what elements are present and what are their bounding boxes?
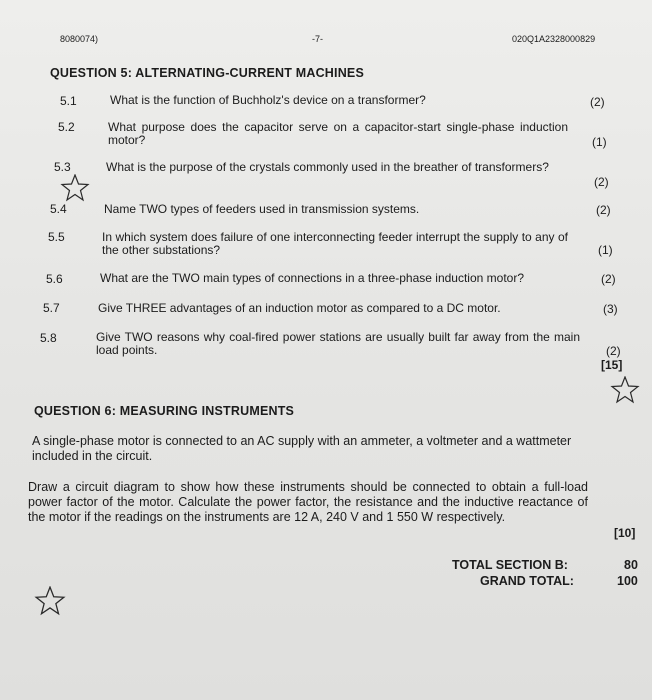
question-text: Give TWO reasons why coal-fired power stations are usually built far away from the main load points. bbox=[96, 330, 580, 357]
question-number: 5.6 bbox=[46, 272, 63, 286]
question-text: What are the TWO main types of connections in a three-phase induction motor? bbox=[100, 271, 524, 285]
question-text: Name TWO types of feeders used in transmission systems. bbox=[104, 202, 420, 216]
header-barcode-number: 020Q1A2328000829 bbox=[512, 34, 596, 44]
header-page-number: -7- bbox=[312, 34, 323, 44]
question-text: What is the function of Buchholz's device on a transformer? bbox=[110, 93, 426, 107]
question-number: 5.1 bbox=[60, 94, 77, 108]
star-icon bbox=[60, 174, 90, 202]
question-number: 5.5 bbox=[48, 230, 65, 244]
grand-total-value: 100 bbox=[617, 574, 638, 588]
question-number: 5.7 bbox=[43, 301, 60, 315]
question-mark: (2) bbox=[590, 95, 605, 109]
star-icon bbox=[34, 586, 66, 616]
question-number: 5.4 bbox=[50, 202, 67, 216]
question-text: What purpose does the capacitor serve on a capacitor-start single-phase induction motor? bbox=[108, 120, 568, 147]
question-mark: (2) bbox=[601, 272, 616, 286]
question-number: 5.2 bbox=[58, 120, 75, 134]
question-mark: (2) bbox=[596, 203, 611, 217]
question-5-title: QUESTION 5: ALTERNATING-CURRENT MACHINES bbox=[50, 66, 365, 80]
question-number: 5.8 bbox=[40, 331, 57, 345]
question-text: In which system does failure of one interconnecting feeder interrupt the supply to any of the other substations? bbox=[102, 230, 568, 257]
question-6-task: Draw a circuit diagram to show how these instruments should be connected to obtain a full-load power factor of the motor. Calculate the power factor, the resistance and the inductive reactance of the motor if the readings on the instruments are 12 A, 240 V and 1 550 W respectively. bbox=[28, 480, 588, 524]
question-mark: (3) bbox=[603, 302, 618, 316]
question-6-intro: A single-phase motor is connected to an AC supply with an ammeter, a voltmeter and a wattmeter included in the circuit. bbox=[32, 434, 572, 463]
question-text: Give THREE advantages of an induction motor as compared to a DC motor. bbox=[98, 301, 501, 315]
question-mark: (2) bbox=[606, 344, 621, 358]
question-text: What is the purpose of the crystals commonly used in the breather of transformers? bbox=[106, 160, 549, 174]
question-5-total-mark: [15] bbox=[601, 358, 623, 372]
star-icon bbox=[610, 376, 640, 404]
question-mark: (1) bbox=[598, 243, 613, 257]
total-section-b-value: 80 bbox=[624, 558, 638, 572]
question-mark: (1) bbox=[592, 135, 607, 149]
question-number: 5.3 bbox=[54, 160, 71, 174]
grand-total-label: GRAND TOTAL: bbox=[480, 574, 574, 588]
question-6-mark: [10] bbox=[614, 526, 636, 540]
question-6-title: QUESTION 6: MEASURING INSTRUMENTS bbox=[34, 404, 295, 418]
header-paper-code: 8080074) bbox=[60, 34, 99, 44]
question-mark: (2) bbox=[594, 175, 609, 189]
total-section-b-label: TOTAL SECTION B: bbox=[452, 558, 568, 572]
